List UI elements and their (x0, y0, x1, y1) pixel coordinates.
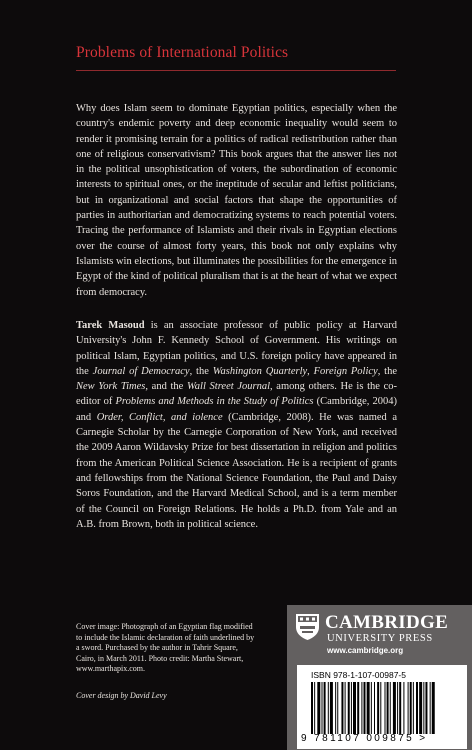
publisher-url: www.cambridge.org (327, 646, 404, 655)
title-rule (76, 70, 396, 71)
bio-text: is an associate professor of public policy at Harvard University's John F. Kennedy School of Government. His writings on political Islam, Egyptian politics, and U.S. foreign policy have appeared in the (76, 320, 397, 377)
publication-title: Journal of Democracy (92, 365, 190, 377)
bio-text: , the (189, 365, 213, 377)
barcode-digits: 9 781107 009875 > (301, 733, 428, 744)
book-title: Order, Conflict, and iolence (96, 411, 223, 423)
publisher-panel (287, 605, 472, 750)
publisher-press: UNIVERSITY PRESS (327, 633, 433, 644)
series-title: Problems of International Politics (76, 44, 289, 61)
barcode-box (297, 665, 467, 749)
book-title: Problems and Methods in the Study of Politics (115, 396, 314, 408)
publication-title: Foreign Policy (313, 365, 378, 377)
barcode-icon (309, 682, 457, 734)
isbn-label: ISBN 978-1-107-00987-5 (311, 670, 406, 680)
bio-text: , and the (145, 381, 188, 393)
cover-design-credit: Cover design by David Levy (76, 691, 167, 700)
bio-text: , (307, 365, 314, 377)
publication-title: Washington Quarterly (212, 365, 308, 377)
publication-title: New York Times (76, 381, 146, 393)
bio-text: (Cambridge, 2004) and (76, 396, 397, 423)
bio-text: (Cambridge, 2008). He was named a Carnegie Scholar by the Carnegie Corporation of New York, and received the 2009 Aaron Wildavsky Prize for best dissertation in religion and politics from the American Political Science Association. He is a recipient of grants and fellowships from the National Science Foundation, the Paul and Daisy Soros Foundation, and the Harvard Medical School, and is a term member of the Council on Foreign Relations. He holds a Ph.D. from Yale and an A.B. from Brown, both in political science. (76, 411, 398, 530)
cambridge-shield-icon (295, 613, 320, 641)
author-bio (76, 318, 397, 532)
cover-image-credit: Cover image: Photograph of an Egyptian flag modified to include the Islamic declaration of faith underlined by a sword. Purchased by the author in Tahrir Square, Cairo, in March 2011. Photo credit: Martha Stewart, www.marthapix.com. (76, 622, 255, 674)
bio-text: , among others. He is the co-editor of (76, 381, 397, 408)
publisher-name: CAMBRIDGE (325, 612, 449, 633)
author-name: Tarek Masoud (76, 320, 145, 331)
bio-text: , the (377, 365, 398, 377)
book-blurb: Why does Islam seem to dominate Egyptian politics, especially when the country's endemic poverty and deep economic inequality would seem to render it promising terrain for a politics of radical redistribution rather than one of religious conservativism? This book argues that the answer lies not in the political unsophistication of voters, the subordination of economic interests to spiritual ones, or the ineptitude of secular and leftist politicians, but in organizational and social factors that shape the opportunities of parties in authoritarian and democratizing systems to reach potential voters. Tracing the performance of Islamists and their rivals in Egyptian elections over the course of almost forty years, this book not only explains why Islamists win elections, but illuminates the possibilities for the emergence in Egypt of the kind of political pluralism that is at the heart of what we expect from democracy. (76, 103, 397, 298)
publication-title: Wall Street Journal (187, 381, 270, 393)
